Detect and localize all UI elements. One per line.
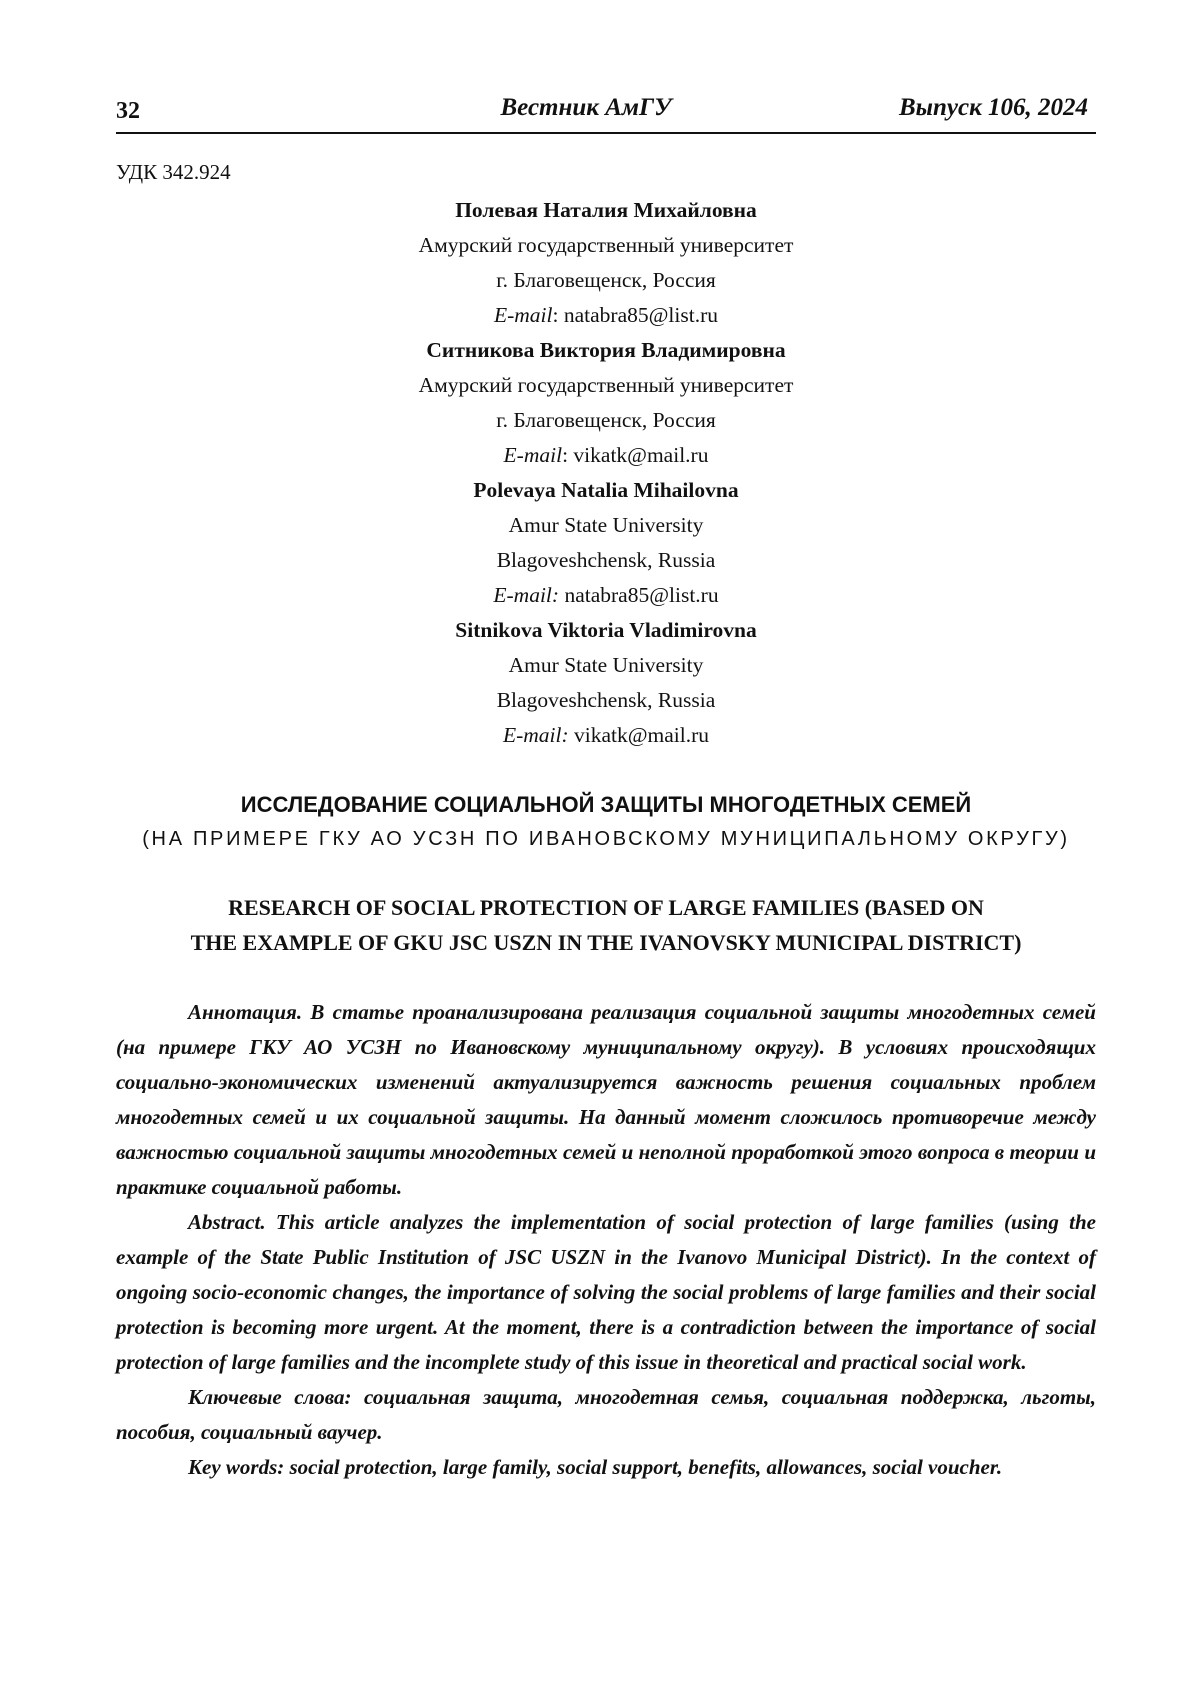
running-header: [116, 92, 1096, 134]
email-label: E-mail:: [493, 583, 560, 607]
title-en-line2: THE EXAMPLE OF GKU JSC USZN IN THE IVANOVSKY MUNICIPAL DISTRICT): [190, 930, 1022, 955]
email-address: natabra85@list.ru: [564, 583, 719, 607]
email-label: E-mail:: [502, 723, 569, 747]
article-title-english: [116, 890, 1096, 960]
author-affiliation: Amur State University: [508, 513, 704, 537]
email-separator: :: [562, 443, 574, 467]
author-email: [116, 578, 1096, 613]
email-address: vikatk@mail.ru: [574, 723, 710, 747]
abstract-russian: Аннотация. В статье проанализирована реализация социальной защиты многодетных семей (на примере ГКУ АО УСЗН по Ивановскому муниципальному округу). В условиях происходящих социально-экономических изменений актуализируется важность решения социальных проблем многодетных семей и их социальной защиты. На данный момент сложилось противоречие между важностью социальной защиты многодетных семей и неполной проработкой этого вопроса в теории и практике социальной работы.: [116, 1000, 1096, 1199]
author-affiliation: Амурский государственный университет: [418, 233, 794, 257]
author-city: Blagoveshchensk, Russia: [496, 548, 716, 572]
article-title-russian: [116, 788, 1096, 856]
author-email: [116, 298, 1096, 333]
author-email: [116, 718, 1096, 753]
keywords-russian: Ключевые слова: социальная защита, многодетная семья, социальная поддержка, льготы, пособия, социальный ваучер.: [116, 1385, 1096, 1444]
author-affiliation: Амурский государственный университет: [418, 373, 794, 397]
author-city: Blagoveshchensk, Russia: [496, 688, 716, 712]
author-city: г. Благовещенск, Россия: [496, 408, 716, 432]
issue-info: Выпуск 106, 2024: [898, 94, 1088, 121]
email-separator: :: [552, 303, 564, 327]
email-address: natabra85@list.ru: [563, 303, 719, 327]
author-affiliation: Amur State University: [508, 653, 704, 677]
udk-code: УДК 342.924: [116, 160, 231, 184]
author-name: Ситникова Виктория Владимировна: [426, 338, 786, 362]
title-en-line1: RESEARCH OF SOCIAL PROTECTION OF LARGE FAMILIES (BASED ON: [228, 895, 984, 920]
email-label: E-mail: [503, 443, 563, 467]
email-address: vikatk@mail.ru: [573, 443, 709, 467]
abstract-section: [116, 995, 1096, 1485]
author-email: [116, 438, 1096, 473]
page-number: 32: [116, 98, 140, 124]
abstract-english: Abstract. This article analyzes the implementation of social protection of large families (using the example of the State Public Institution of JSC USZN in the Ivanovo Municipal District). In the context of ongoing socio-economic changes, the importance of solving the social problems of large families and their social protection is becoming more urgent. At the moment, there is a contradiction between the importance of social protection of large families and the incomplete study of this issue in theoretical and practical social work.: [116, 1210, 1096, 1374]
author-name: Polevaya Natalia Mihailovna: [473, 478, 739, 502]
keywords-english: Key words: social protection, large family, social support, benefits, allowances, social voucher.: [188, 1455, 1003, 1479]
author-name: Sitnikova Viktoria Vladimirovna: [455, 618, 757, 642]
journal-title: Вестник АмГУ: [500, 94, 672, 121]
author-name: Полевая Наталия Михайловна: [455, 198, 757, 222]
title-ru-line1: ИССЛЕДОВАНИЕ СОЦИАЛЬНОЙ ЗАЩИТЫ МНОГОДЕТНЫХ СЕМЕЙ: [240, 792, 972, 817]
author-city: г. Благовещенск, Россия: [496, 268, 716, 292]
author-block: [116, 193, 1096, 753]
email-label: E-mail: [493, 303, 553, 327]
title-ru-line2: (НА ПРИМЕРЕ ГКУ АО УСЗН ПО ИВАНОВСКОМУ МУНИЦИПАЛЬНОМУ ОКРУГУ): [142, 828, 1070, 850]
